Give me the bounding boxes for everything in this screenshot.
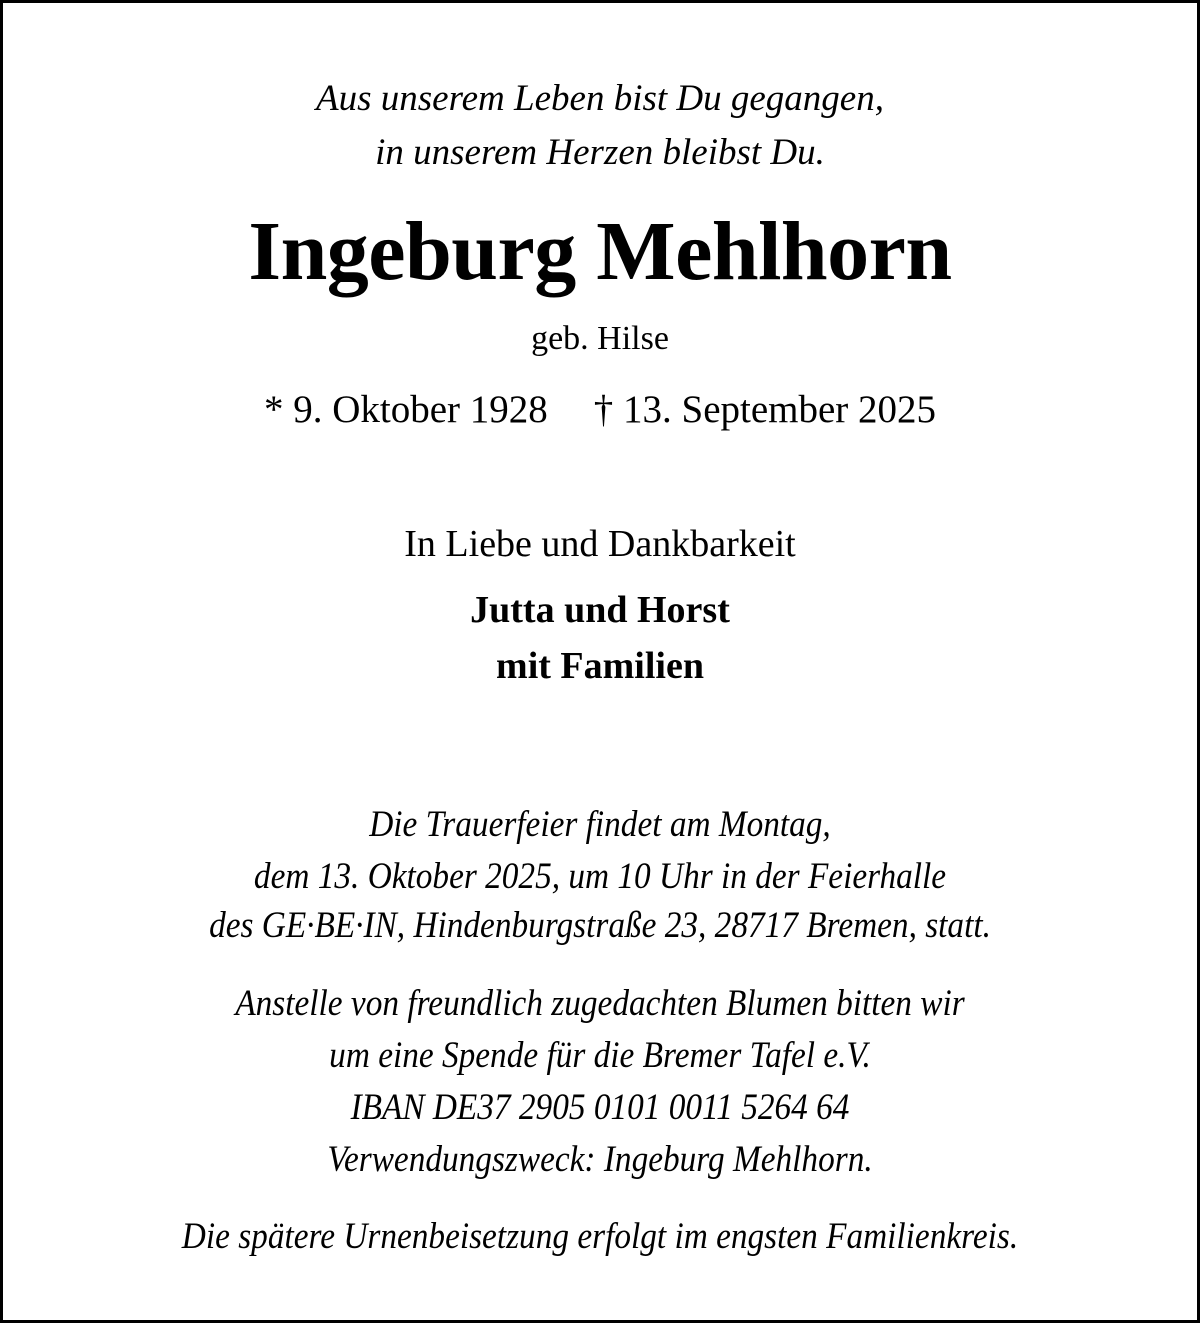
motto-line-2: in unserem Herzen bleibst Du. — [375, 132, 825, 173]
birth-date: * 9. Oktober 1928 — [263, 388, 548, 431]
thanks-line: In Liebe und Dankbarkeit — [404, 523, 796, 565]
service-line-2: dem 13. Oktober 2025, um 10 Uhr in der Feierhalle — [253, 856, 947, 897]
deceased-name: Ingeburg Mehlhorn — [248, 205, 952, 298]
motto-line-1: Aus unserem Leben bist Du gegangen, — [316, 78, 884, 119]
burial-note: Die spätere Urnenbeisetzung erfolgt im engsten Familienkreis. — [181, 1216, 1019, 1257]
service-line-1: Die Trauerfeier findet am Montag, — [369, 804, 831, 845]
mourners-line-2: mit Familien — [496, 645, 704, 687]
mourners-line-1: Jutta und Horst — [470, 589, 730, 631]
donation-line-1: Anstelle von freundlich zugedachten Blumen bitten wir — [235, 983, 965, 1024]
death-date: † 13. September 2025 — [593, 388, 937, 431]
service-line-3: des GE·BE·IN, Hindenburgstraße 23, 28717 Bremen, statt. — [209, 905, 991, 946]
donation-reference: Verwendungszweck: Ingeburg Mehlhorn. — [327, 1139, 873, 1180]
donation-line-2: um eine Spende für die Bremer Tafel e.V. — [329, 1035, 871, 1076]
life-dates — [3, 387, 1197, 432]
maiden-name: geb. Hilse — [531, 320, 669, 357]
donation-iban: IBAN DE37 2905 0101 0011 5264 64 — [350, 1087, 850, 1128]
